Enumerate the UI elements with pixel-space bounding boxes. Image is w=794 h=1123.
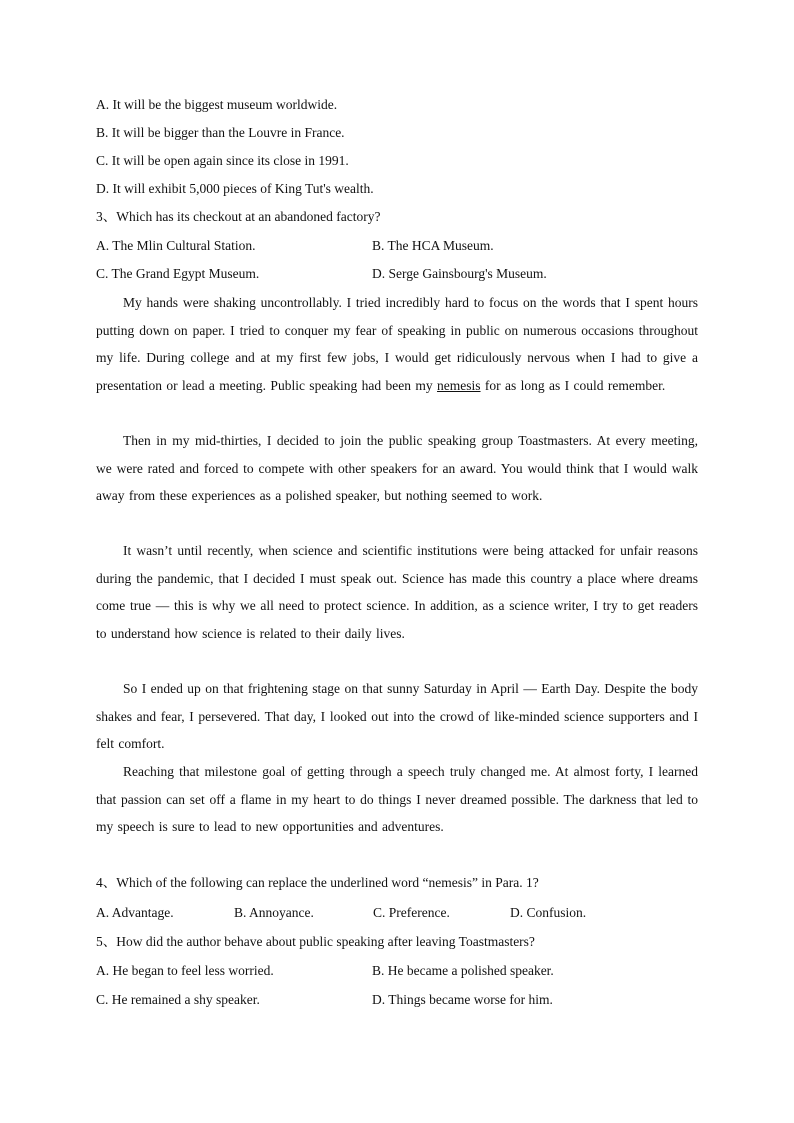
q5-option-a: A. He began to feel less worried.: [96, 963, 274, 978]
passage-paragraph-1: [96, 289, 698, 399]
q3-option-d: D. Serge Gainsbourg's Museum.: [372, 266, 547, 281]
passage-p1-before: My hands were shaking uncontrollably. I tried incredibly hard to focus on the words that I spent hours putting down on paper. I tried to conquer my fear of speaking in public on numerous occasions throughout my life. During college and at my first few jobs, I would get ridiculously nervous when I had to give a presentation or lead a meeting. Public speaking had been my: [96, 295, 698, 393]
underlined-word-nemesis: nemesis: [437, 377, 481, 393]
q5-option-b: B. He became a polished speaker.: [372, 963, 554, 978]
q4-option-a: A. Advantage.: [96, 905, 174, 920]
q5-option-c: C. He remained a shy speaker.: [96, 992, 260, 1007]
q4-option-d: D. Confusion.: [510, 905, 587, 920]
q2-option-b: B. It will be bigger than the Louvre in France.: [96, 125, 345, 140]
passage-p1-after: for as long as I could remember.: [480, 377, 666, 393]
q4-question: 4、Which of the following can replace the underlined word “nemesis” in Para. 1?: [96, 875, 539, 890]
q3-question: 3、Which has its checkout at an abandoned factory?: [96, 209, 381, 224]
q2-option-a: A. It will be the biggest museum worldwide.: [96, 97, 338, 112]
passage-paragraph-4: So I ended up on that frightening stage on that sunny Saturday in April — Earth Day. Despite the body shakes and fear, I persevered. That day, I looked out into the crowd of like-minded science supporters and I felt comfort.: [96, 681, 698, 752]
q5-question: 5、How did the author behave about public speaking after leaving Toastmasters?: [96, 934, 535, 949]
q4-option-c: C. Preference.: [373, 905, 450, 920]
q5-option-d: D. Things became worse for him.: [372, 992, 553, 1007]
passage-paragraph-3: It wasn’t until recently, when science and scientific institutions were being attacked for unfair reasons during the pandemic, that I decided I must speak out. Science has made this country a place where dreams come true — this is why we all need to protect science. In addition, as a science writer, I try to get readers to understand how science is related to their daily lives.: [96, 543, 698, 641]
passage-paragraph-2: Then in my mid-thirties, I decided to join the public speaking group Toastmasters. At every meeting, we were rated and forced to compete with other speakers for an award. You would think that I would walk away from these experiences as a polished speaker, but nothing seemed to work.: [96, 433, 698, 504]
q3-option-a: A. The Mlin Cultural Station.: [96, 238, 256, 253]
q2-option-d: D. It will exhibit 5,000 pieces of King Tut's wealth.: [96, 181, 374, 196]
q4-option-b: B. Annoyance.: [234, 905, 314, 920]
q3-option-b: B. The HCA Museum.: [372, 238, 494, 253]
q2-option-c: C. It will be open again since its close in 1991.: [96, 153, 349, 168]
passage-paragraph-5: Reaching that milestone goal of getting through a speech truly changed me. At almost forty, I learned that passion can set off a flame in my heart to do things I never dreamed possible. The darkness that led to my speech is sure to lead to new opportunities and adventures.: [96, 764, 698, 835]
q3-option-c: C. The Grand Egypt Museum.: [96, 266, 260, 281]
